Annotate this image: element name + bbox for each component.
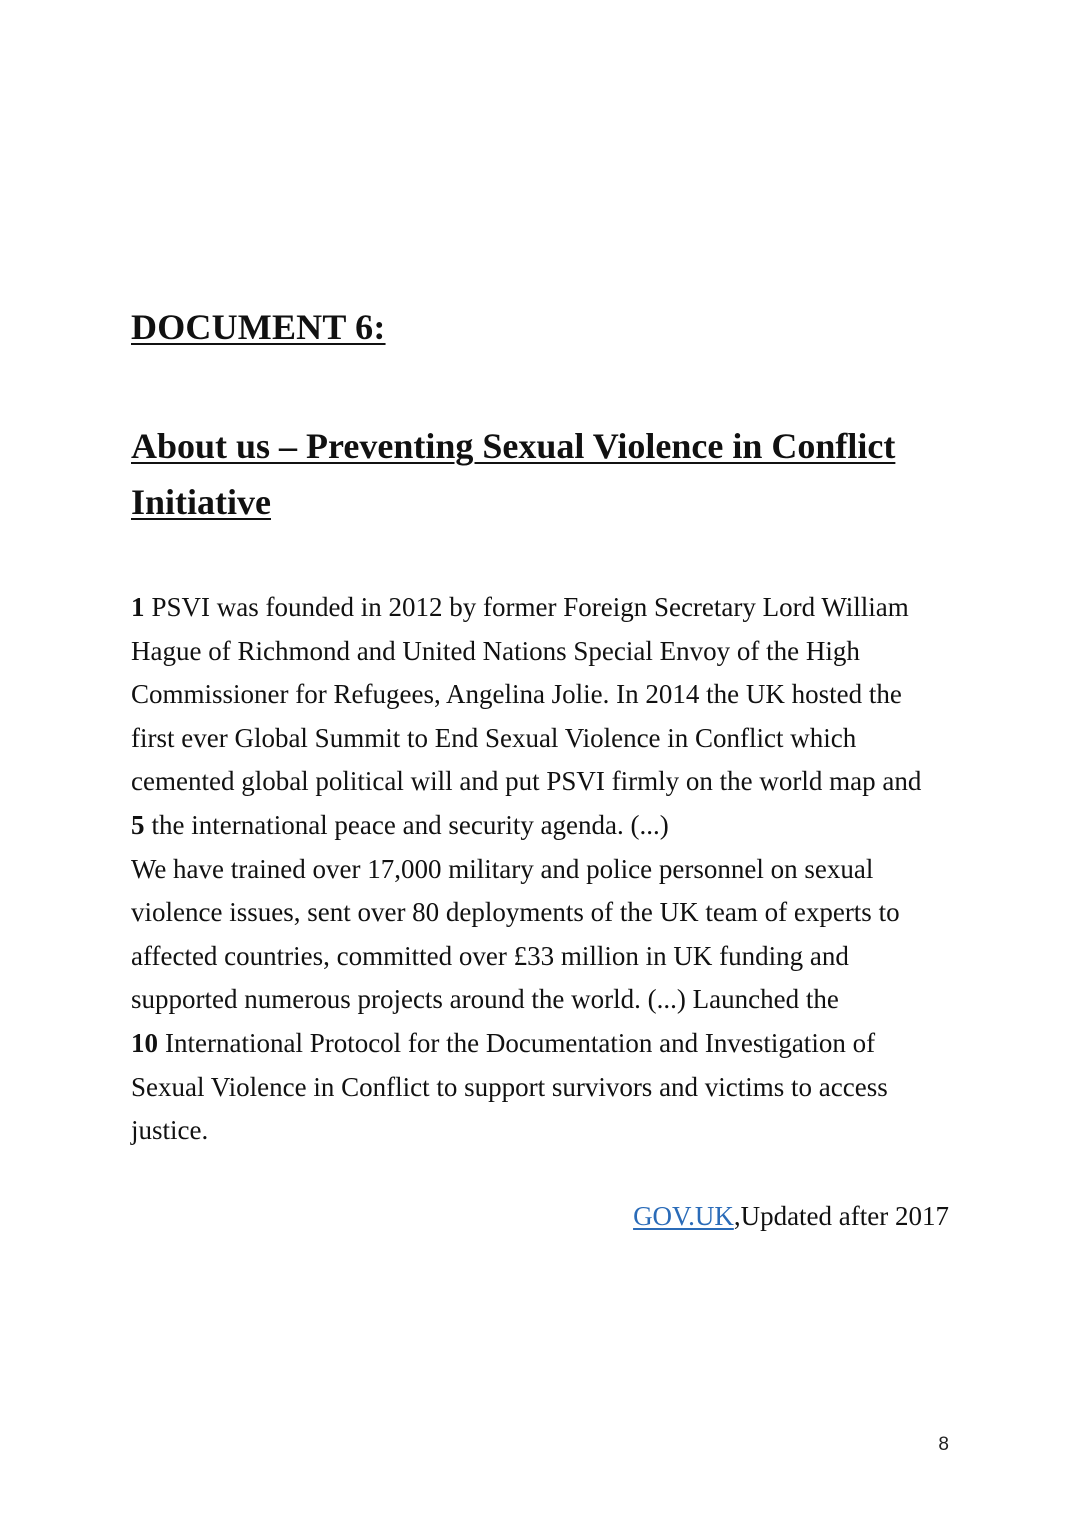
text-line — [131, 978, 951, 1022]
line-text: Sexual Violence in Conflict to support survivors and victims to access — [131, 1071, 888, 1102]
line-text: justice. — [131, 1115, 209, 1146]
line-text: International Protocol for the Documentation and Investigation of — [165, 1027, 876, 1058]
text-line — [131, 1022, 951, 1066]
body-text — [131, 586, 951, 1153]
text-line — [131, 760, 951, 804]
line-text: cemented global political will and put PSVI firmly on the world map and — [131, 766, 922, 797]
gov-uk-link[interactable]: GOV.UK — [633, 1201, 734, 1231]
text-line — [131, 1109, 951, 1153]
page-number: 8 — [938, 1434, 949, 1455]
line-text: the international peace and security agenda. (...) — [151, 809, 669, 840]
text-line — [131, 935, 951, 979]
text-line — [131, 673, 951, 717]
line-text: affected countries, committed over £33 million in UK funding and — [131, 940, 849, 971]
text-line — [131, 586, 951, 630]
line-text: violence issues, sent over 80 deployments of the UK team of experts to — [131, 897, 900, 928]
line-text: supported numerous projects around the world. (...) Launched the — [131, 984, 839, 1015]
line-text: We have trained over 17,000 military and police personnel on sexual — [131, 853, 874, 884]
text-line — [131, 630, 951, 674]
text-line — [131, 848, 951, 892]
source-citation — [633, 1196, 949, 1236]
line-text: Hague of Richmond and United Nations Special Envoy of the High — [131, 635, 860, 666]
line-number: 10 — [131, 1027, 158, 1058]
document-subtitle: About us – Preventing Sexual Violence in Conflict Initiative — [131, 426, 896, 522]
line-text: Commissioner for Refugees, Angelina Jolie. In 2014 the UK hosted the — [131, 679, 902, 710]
text-line — [131, 804, 951, 848]
document-heading: DOCUMENT 6: — [131, 307, 386, 347]
text-line — [131, 1066, 951, 1110]
line-number: 1 — [131, 592, 145, 622]
text-line — [131, 717, 951, 761]
line-text: PSVI was founded in 2012 by former Foreign Secretary Lord William — [151, 592, 909, 622]
line-number: 5 — [131, 809, 145, 840]
citation-date: ,Updated after 2017 — [733, 1201, 949, 1231]
text-line — [131, 891, 951, 935]
line-text: first ever Global Summit to End Sexual Violence in Conflict which — [131, 722, 857, 753]
